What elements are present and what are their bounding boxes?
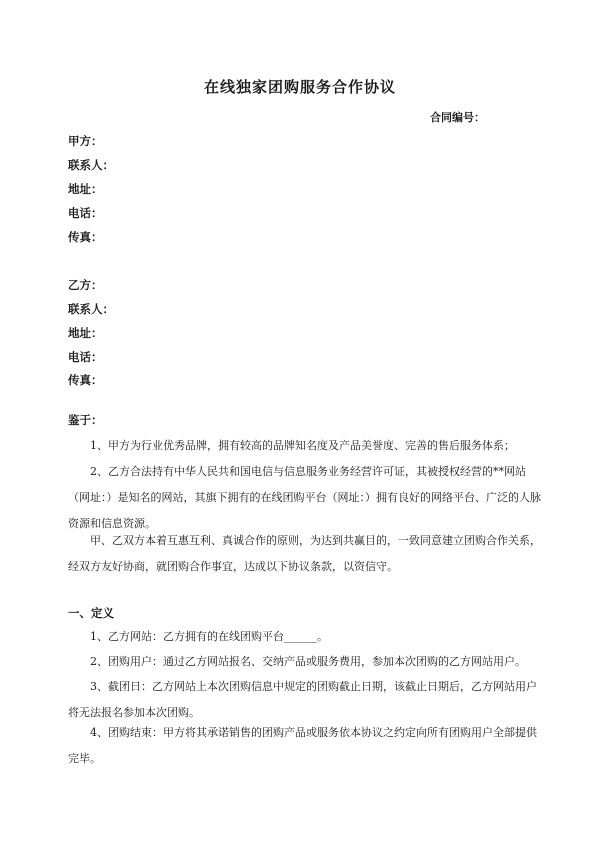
party-b-contact-label: 联系人： [68,302,114,316]
contract-number-label: 合同编号： [430,111,485,124]
party-a-label: 甲方： [68,134,103,148]
document-title: 在线独家团购服务合作协议 [203,78,396,96]
definition-item-2: 2、团购用户：通过乙方网站报名、交纳产品或服务费用，参加本次团购的乙方网站用户。 [90,655,526,668]
party-b-phone-label: 电话： [68,350,103,364]
whereas-heading: 鉴于： [68,413,103,427]
whereas-paragraph-3: 甲、乙双方本着互惠互利、真诚合作的原则，为达到共赢目的，一致同意建立团购合作关系，经双方友好协商，就团购合作事宜，达成以下协议条款，以资信守。 [68,534,541,573]
party-a-fax-label: 传真： [68,230,103,244]
party-b-label: 乙方： [68,278,103,292]
whereas-paragraph-1: 1、甲方为行业优秀品牌，拥有较高的品牌知名度及产品美誉度、完善的售后服务体系； [90,439,515,452]
party-a-contact-label: 联系人： [68,158,114,172]
definition-item-1: 1、乙方网站：乙方拥有的在线团购平台______。 [90,630,328,643]
definition-item-4: 4、团购结束：甲方将其承诺销售的团购产品或服务依本协议之约定向所有团购用户全部提供完毕。 [68,726,537,765]
whereas-paragraph-2: 2、乙方合法持有中华人民共和国电信与信息服务业务经营许可证，其被授权经营的**网站（网址：）是知名的网站，其旗下拥有的在线团购平台（网址：）拥有良好的网络平台、广泛的人脉资源和信息资源。 [68,465,541,530]
party-b-fax-label: 传真： [68,373,103,387]
definition-item-3: 3、截团日：乙方网站上本次团购信息中规定的团购截止日期，该截止日期后，乙方网站用户将无法报名参加本次团购。 [68,680,537,719]
party-b-address-label: 地址： [68,326,103,340]
section-1-heading: 一、定义 [68,606,114,620]
party-a-phone-label: 电话： [68,206,103,220]
party-a-address-label: 地址： [68,182,103,196]
